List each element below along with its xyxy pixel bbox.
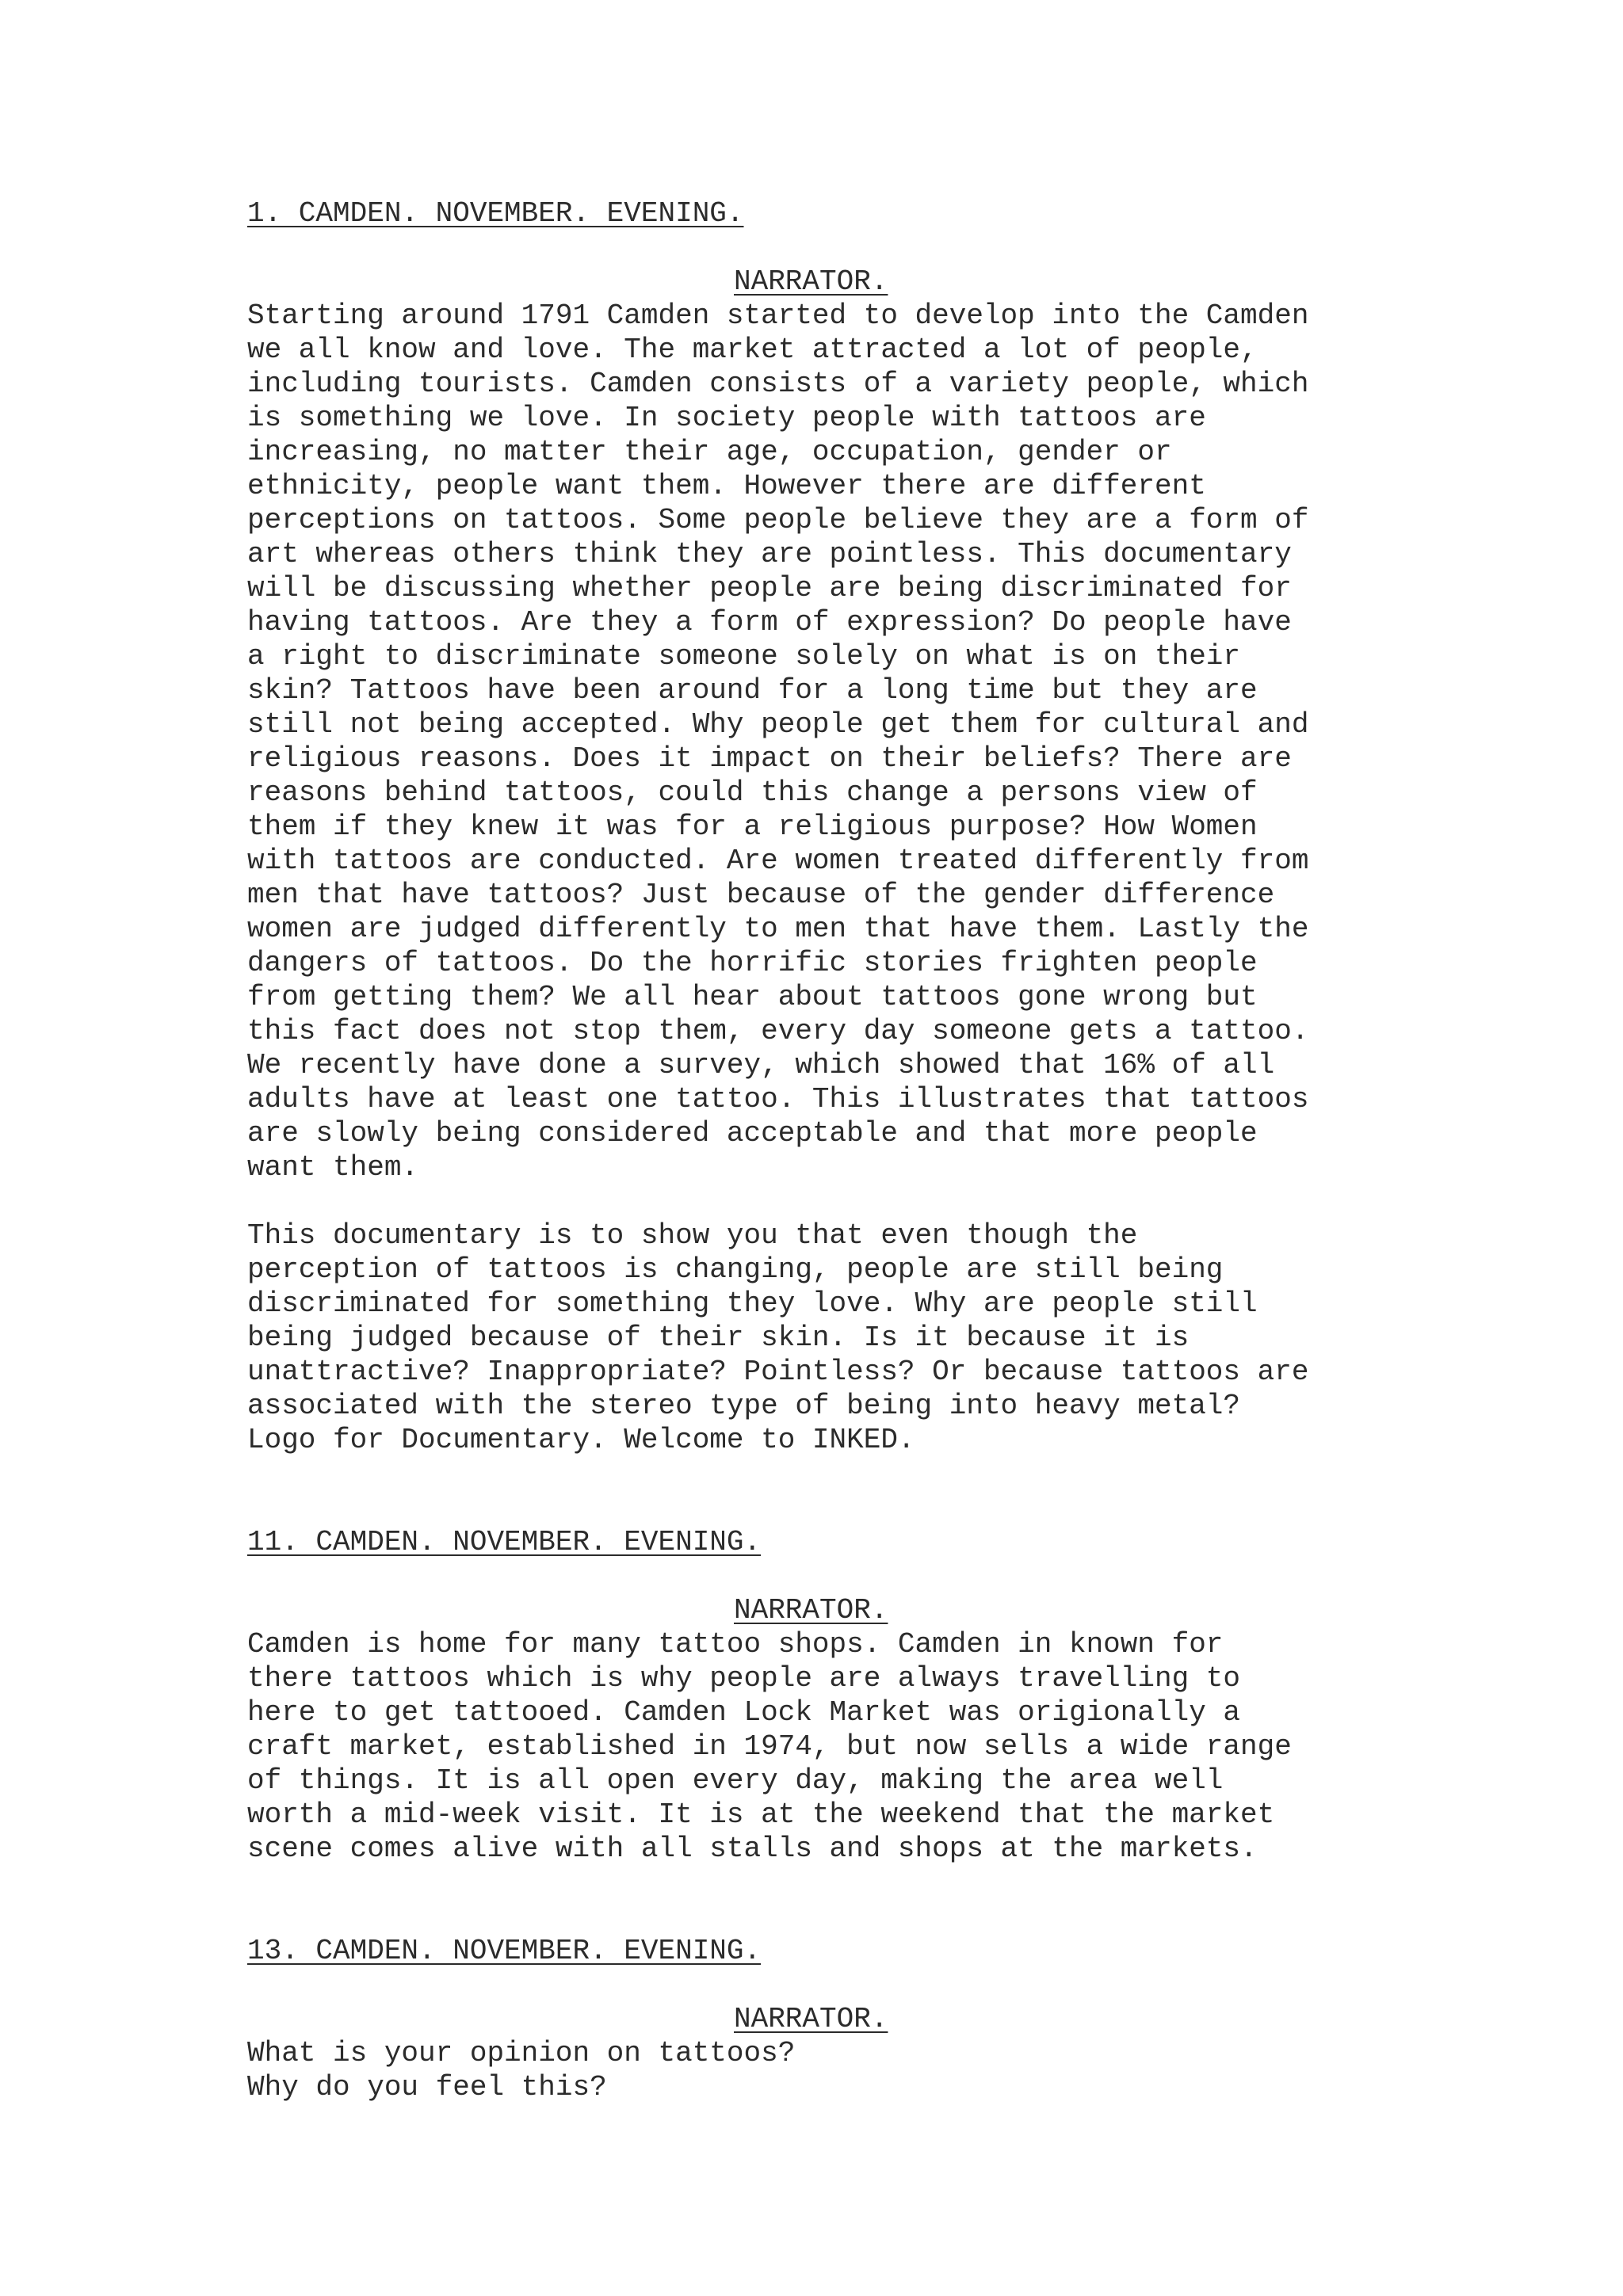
character-name-narrator: NARRATOR.	[734, 2003, 888, 2035]
scene-heading-1: 1. CAMDEN. NOVEMBER. EVENING.	[247, 197, 744, 230]
dialogue-paragraph: Camden is home for many tattoo shops. Camden in known for there tattoos which is why people are always travelling to here to get tattooed. Camden Lock Market was origionally a craft market, established in 1974, but now sells a wide range of things. It is all open every day, making the area well worth a mid-week visit. It is at the weekend that the market scene comes alive with all stalls and shops at the markets.	[247, 1628, 1292, 1865]
dialogue-paragraph: Starting around 1791 Camden started to develop into the Camden we all know and love. The market attracted a lot of people, including tourists. Camden consists of a variety people, which is something we love. In society people with tattoos are increasing, no matter their age, occupation, gender or ethnicity, people want them. However there are different perceptions on tattoos. Some people believe they are a form of art whereas others think they are pointless. This documentary will be discussing whether people are being discriminated for having tattoos. Are they a form of expression? Do people have a right to discriminate someone solely on what is on their skin? Tattoos have been around for a long time but they are still not being accepted. Why people get them for cultural and religious reasons. Does it impact on their beliefs? There are reasons behind tattoos, could this change a persons view of them if they knew it was for a religious purpose? How Women with tattoos are conducted. Are women treated differently from men that have tattoos? Just because of the gender difference women are judged differently to men that have them. Lastly the dangers of tattoos. Do the horrific stories frighten people from getting them? We all hear about tattoos gone wrong but this fact does not stop them, every day someone gets a tattoo. We recently have done a survey, which showed that 16% of all adults have at least one tattoo. This illustrates that tattoos are slowly being considered acceptable and that more people want them.	[247, 299, 1309, 1184]
character-name-narrator: NARRATOR.	[734, 265, 888, 298]
script-content	[247, 196, 1388, 2104]
scene-spacer	[247, 1866, 1388, 1934]
character-name-narrator: NARRATOR.	[734, 1594, 888, 1627]
dialogue-paragraph: This documentary is to show you that even though the perception of tattoos is changing, people are still being discriminated for something they love. Why are people still being judged because of their skin. Is it because it is unattractive? Inappropriate? Pointless? Or because tattoos are associated with the stereo type of being into heavy metal? Logo for Documentary. Welcome to INKED.	[247, 1219, 1309, 1456]
paragraph-spacer	[247, 1184, 1388, 1219]
scene-heading-13: 13. CAMDEN. NOVEMBER. EVENING.	[247, 1935, 762, 1967]
scene-spacer	[247, 1457, 1388, 1525]
scene-heading-11: 11. CAMDEN. NOVEMBER. EVENING.	[247, 1526, 762, 1558]
dialogue-paragraph: What is your opinion on tattoos? Why do you feel this?	[247, 2037, 796, 2103]
